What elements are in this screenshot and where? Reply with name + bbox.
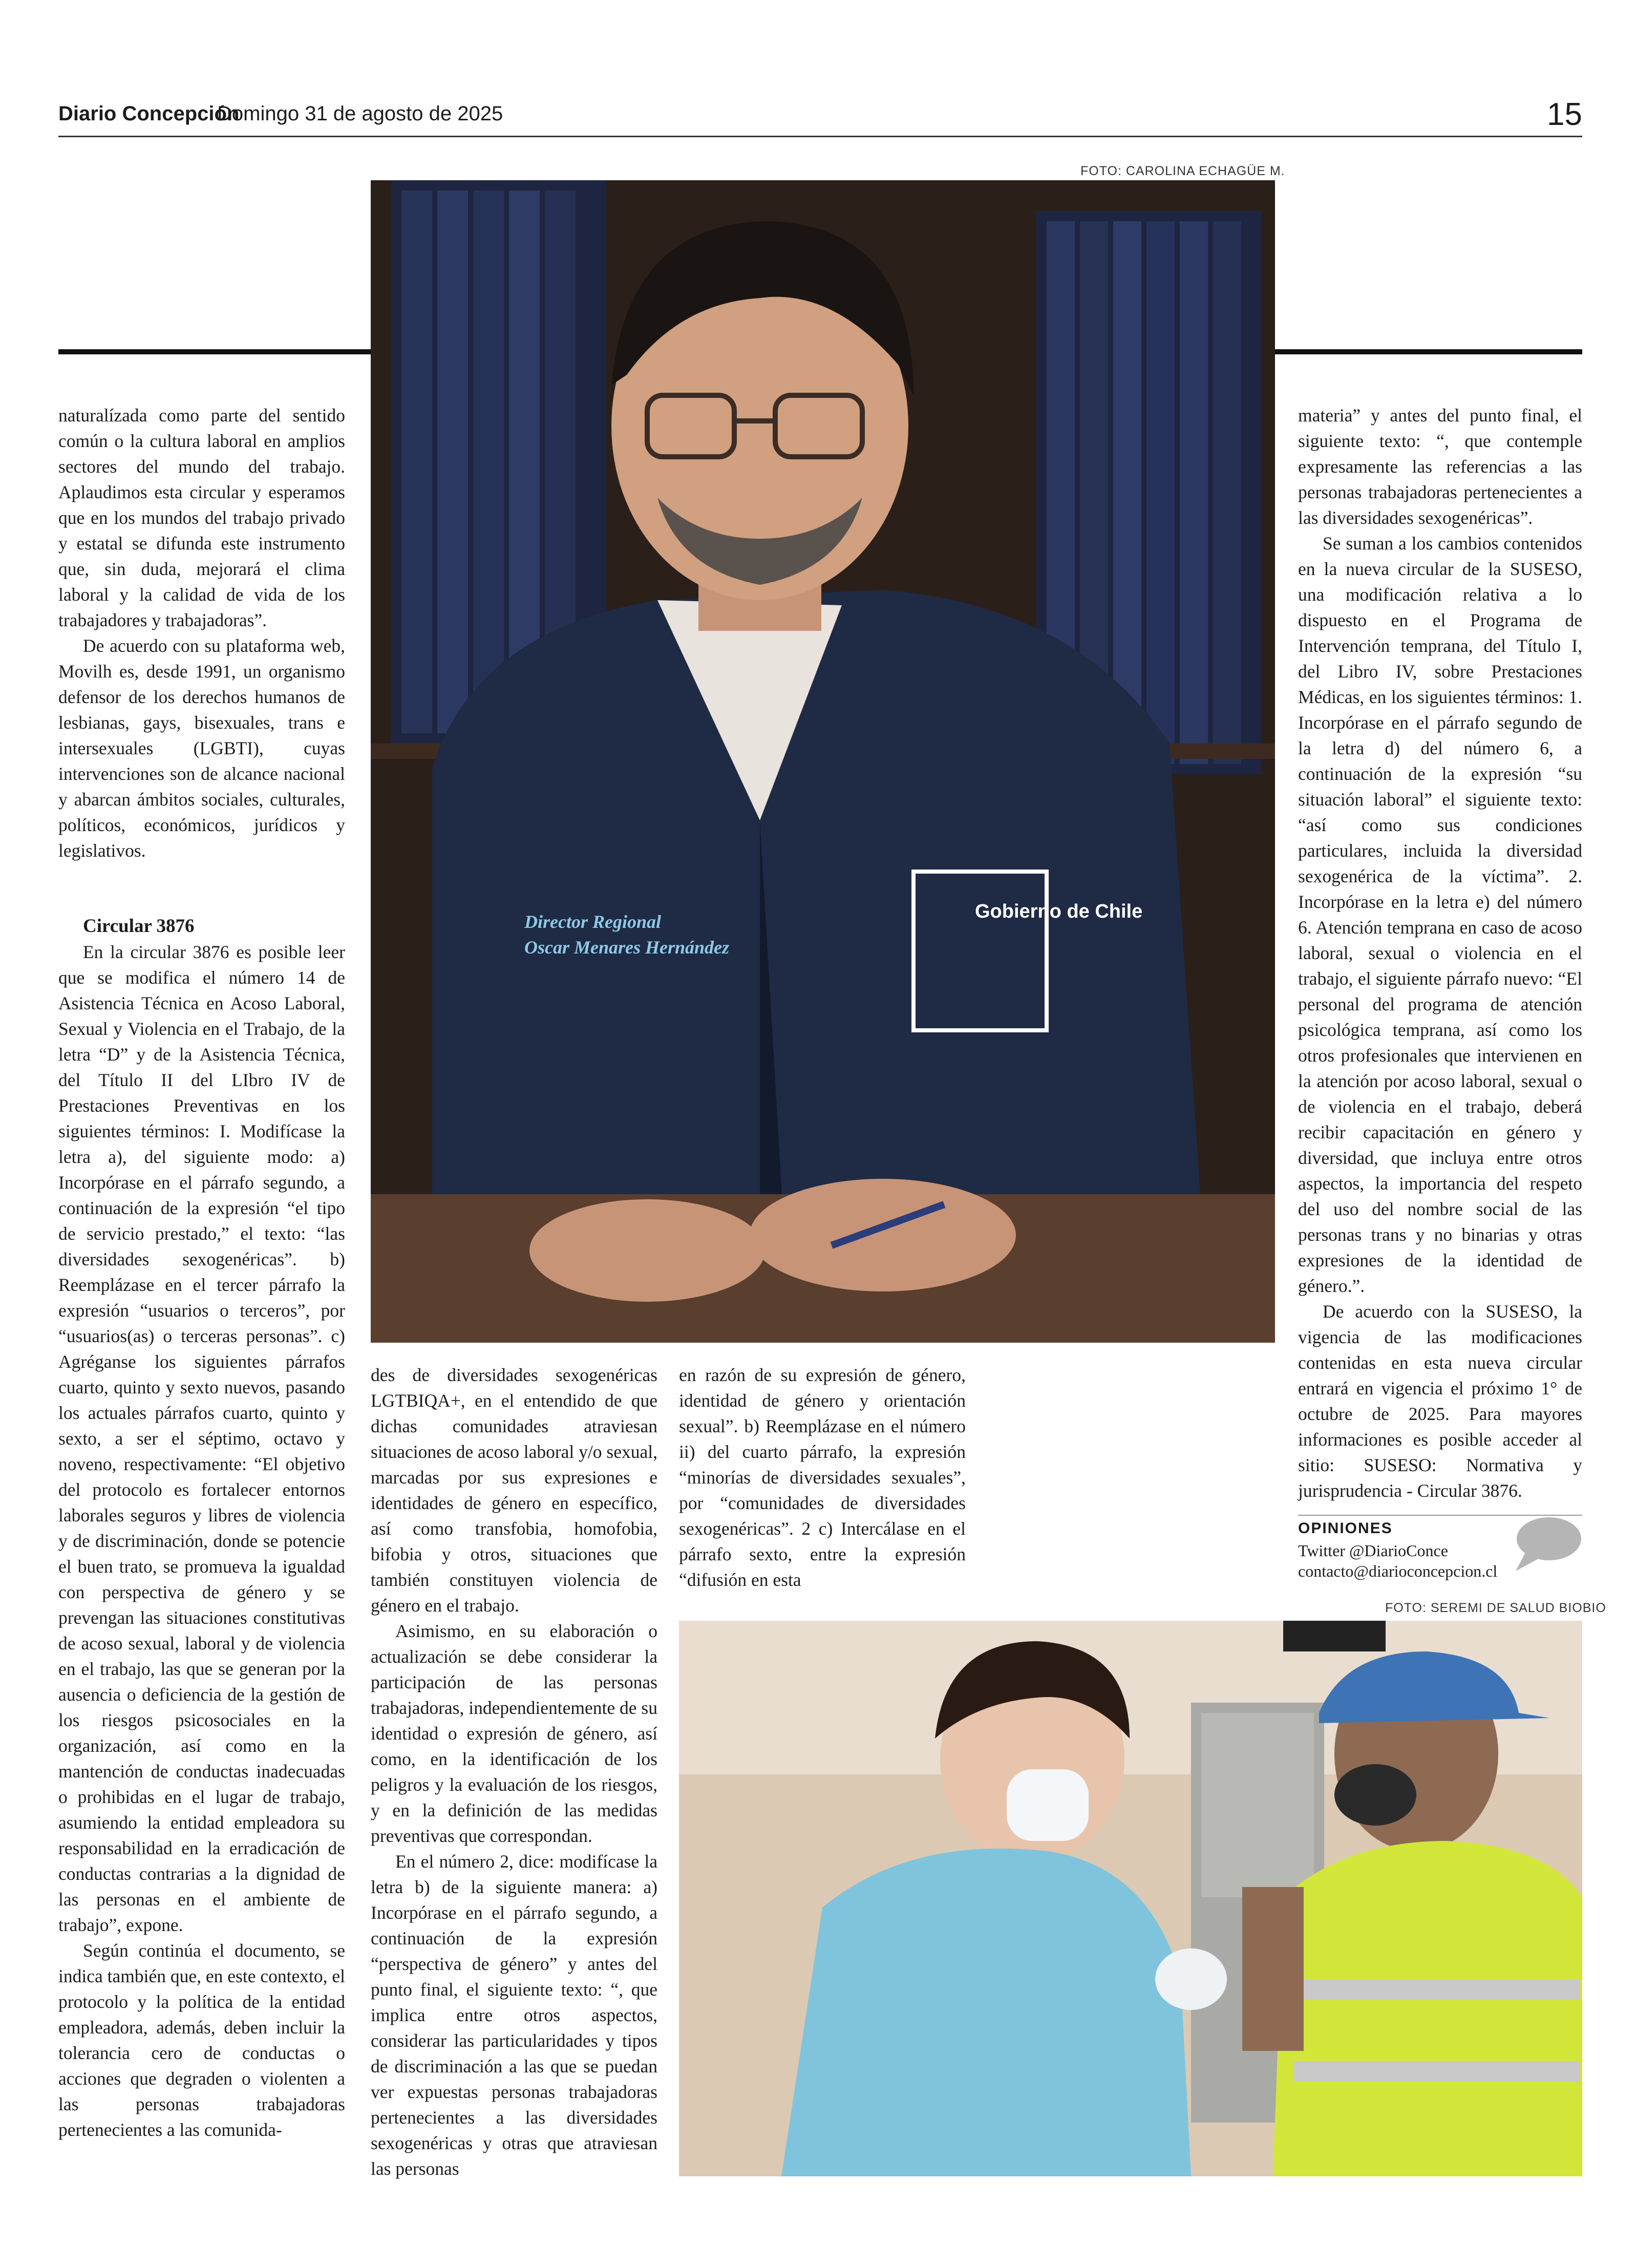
issue-date: Domingo 31 de agosto de 2025 bbox=[217, 102, 503, 125]
article-column-2 bbox=[371, 1362, 657, 2181]
section-rule-right bbox=[1275, 349, 1582, 354]
section-rule-left bbox=[58, 349, 371, 354]
article-column-1 bbox=[58, 402, 345, 863]
paragraph: materia” y antes del punto final, el siguiente texto: “, que contemple expresamente las referencias a las personas trabajadoras pertenecientes a las diversidades sexogenéricas”. bbox=[1298, 405, 1582, 528]
vaccination-illustration bbox=[679, 1621, 1582, 2176]
newspaper-name: Diario Concepción bbox=[58, 102, 240, 125]
paragraph: Se suman a los cambios contenidos en la nueva circular de la SUSESO, una modificación relativa a lo dispuesto en el Programa de Intervención temprana, del Título I, del Libro IV, sobre Prestaciones Médicas, en los siguientes términos: 1. Incorpórase en el párrafo segundo de la letra d) del número 6, a continuación de la expresión “su situación laboral” el siguiente texto: “así como sus condiciones particulares, incluida la diversidad sexogenérica de la víctima”. 2. Incorpórase en la letra e) del número 6. Atención temprana en caso de acoso laboral, sexual o violencia en el trabajo, el siguiente párrafo nuevo: “El personal del programa de atención psicológica temprana, así como los otros profesionales que intervienen en la atención por acoso laboral, sexual o de violencia en el trabajo, deberá recibir capacitación en género y diversidad, que incluya entre otros aspectos, la importancia del respeto del uso del nombre social de las personas trans y no binarias y otras expresiones de la identidad de género.”. bbox=[1298, 533, 1582, 1296]
paragraph: Asimismo, en su elaboración o actualización se debe considerar la participación de las personas trabajadoras, independientemente de su identidad o expresión de género, así como, en la identificación de los peligros y la evaluación de los riesgos, y en la definición de las medidas preventivas que correspondan. bbox=[371, 1621, 657, 1846]
header-rule bbox=[58, 136, 1582, 137]
opinions-twitter[interactable]: Twitter @DiarioConce bbox=[1298, 1541, 1448, 1560]
photo-vaccination bbox=[679, 1621, 1582, 2176]
article-column-4 bbox=[1298, 402, 1582, 1503]
opinions-title: OPINIONES bbox=[1298, 1520, 1393, 1537]
opinions-email[interactable]: contacto@diarioconcepcion.cl bbox=[1298, 1562, 1498, 1580]
paragraph: De acuerdo con la SUSESO, la vigencia de las modificaciones contenidas en esta nueva circular entrará en vigencia el próximo 1° de octubre de 2025. Para mayores informaciones es posible acceder al sitio: SUSESO: Normativa y jurisprudencia - Circular 3876. bbox=[1298, 1301, 1582, 1501]
photo-official-portrait bbox=[371, 180, 1275, 1343]
article-column-3 bbox=[679, 1362, 966, 1593]
paragraph: Según continúa el documento, se indica también que, en este contexto, el protocolo y la política de la entidad empleadora, además, deben incluir la tolerancia cero de conductas o acciones que degraden o violenten a las personas trabajadoras pertenecientes a las comunida- bbox=[58, 1940, 345, 2140]
paragraph: De acuerdo con su plataforma web, Movilh es, desde 1991, un organismo defensor de los derechos humanos de lesbianas, gays, bisexuales, trans e intersexuales (LGBTI), cuyas intervenciones son de alcance nacional y abarcan ámbitos sociales, culturales, políticos, económicos, jurídicos y legislativos. bbox=[58, 635, 345, 861]
paragraph: En la circular 3876 es posible leer que se modifica el número 14 de Asistencia Técnica en Acoso Laboral, Sexual y Violencia en el Trabajo, de la letra “D” y de la Asistencia Técnica, del Título II del LIbro IV de Prestaciones Preventivas en los siguientes términos: I. Modifícase la letra a), del siguiente modo: a) Incorpórase en el párrafo segundo, a continuación de la expresión “el tipo de servicio prestado,” el texto: “las diversidades sexogenéricas”. b) Reemplázase en el tercer párrafo la expresión “usuarios o terceros”, por “usuarios(as) o terceras personas”. c) Agréganse los siguientes párrafos cuarto, quinto y sexto nuevos, pasando los actuales párrafos cuarto, quinto y sexto, a ser el séptimo, octavo y noveno, respectivamente: “El objetivo del protocolo es fortalecer entornos laborales seguros y libres de violencia y de discriminación, donde se potencie el buen trato, se promueva la igualdad con perspectiva de género y se prevengan las situaciones constitutivas de acoso sexual, laboral y de violencia en el trabajo, las que se generan por la ausencia o deficiencia de la gestión de los riesgos psicosociales en la organización, así como en la mantención de conductas inadecuadas o prohibidas en el lugar de trabajo, asumiendo la entidad empleadora su responsabilidad en la erradicación de conductas contrarias a la dignidad de las personas en el ambiente de trabajo”, expone. bbox=[58, 942, 345, 1935]
jacket-logo: Gobierno de Chile bbox=[975, 901, 1143, 922]
paragraph: En el número 2, dice: modifícase la letra b) de la siguiente manera: a) Incorpórase en el párrafo segundo, a continuación de la expresión “perspectiva de género” y antes del punto final, el siguiente texto: “, que implica entre otros aspectos, considerar las particularidades y tipos de discriminación a las que se puedan ver expuestas personas trabajadoras pertenecientes a las diversidades sexogenéricas y otras que atraviesan las personas bbox=[371, 1851, 657, 2179]
article-column-1-continued bbox=[58, 914, 345, 2143]
paragraph: des de diversidades sexogenéricas LGTBIQA+, en el entendido de que dichas comunidades atraviesan situaciones de acoso laboral y/o sexual, marcadas por sus expresiones e identidades de género en específico, así como transfobia, homofobia, bifobia y otros, situaciones que también constituyen violencia de género en el trabajo. bbox=[371, 1365, 657, 1616]
speech-bubble-icon bbox=[1511, 1516, 1582, 1572]
paragraph: en razón de su expresión de género, identidad de género y orientación sexual”. b) Reemplázase en el número ii) del cuarto párrafo, la expresión “minorías de diversidades sexuales”, por “comunidades de diversidades sexogenéricas”. 2 c) Intercálase en el párrafo sexto, entre la expresión “difusión en esta bbox=[679, 1365, 966, 1590]
jacket-embroidery-name: Oscar Menares Hernández bbox=[524, 937, 730, 958]
portrait-illustration bbox=[371, 180, 1275, 1343]
subheading: Circular 3876 bbox=[83, 916, 195, 937]
paragraph: naturalízada como parte del sentido común o la cultura laboral en amplios sectores del mundo del trabajo. Aplaudimos esta circular y esperamos que en los mundos del trabajo privado y estatal se difunda este instrumento que, sin duda, mejorará el clima laboral y la calidad de vida de los trabajadores y trabajadoras”. bbox=[58, 405, 345, 630]
photo-credit-bottom: FOTO: SEREMI DE SALUD BIOBIO bbox=[1385, 1601, 1606, 1615]
jacket-embroidery-title: Director Regional bbox=[524, 912, 661, 932]
photo-credit-top: FOTO: CAROLINA ECHAGÜE M. bbox=[1080, 164, 1285, 178]
page-number: 15 bbox=[1547, 97, 1582, 132]
